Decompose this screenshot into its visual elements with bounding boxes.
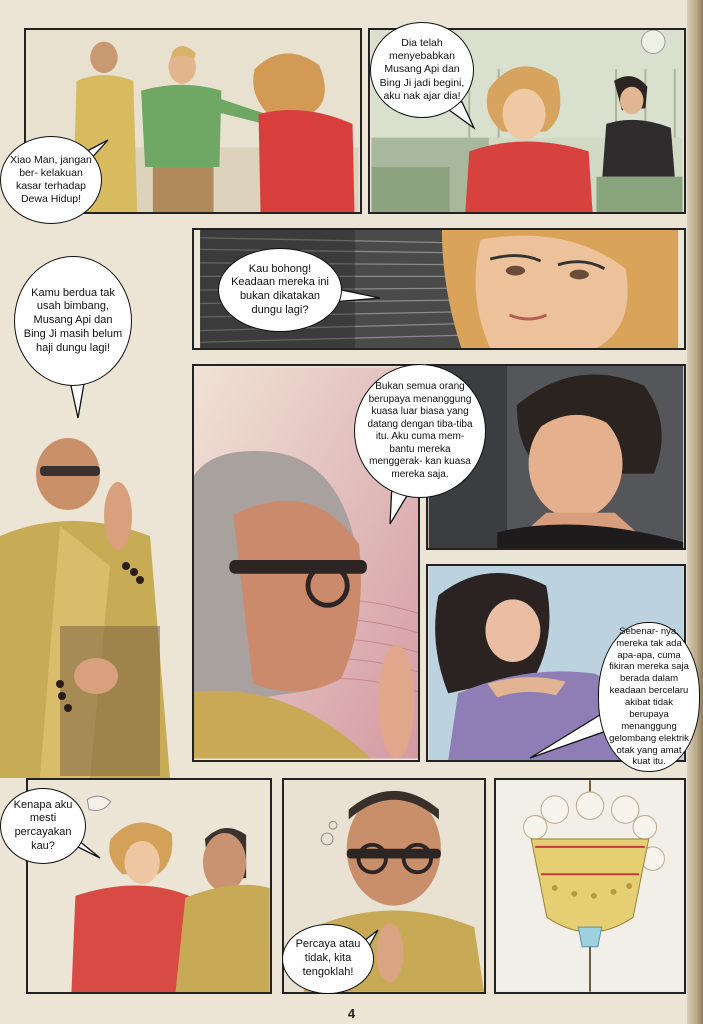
panel-4 <box>0 426 190 778</box>
speech-bubble: Kamu berdua tak usah bimbang, Musang Api dan Bing Ji masih belum haji dungu lagi! <box>14 256 132 386</box>
panel-10 <box>494 778 686 994</box>
speech-bubble: Kau bohong! Keadaan mereka ini bukan dikatakan dungu lagi? <box>218 248 342 332</box>
speech-bubble: Percaya atau tidak, kita tengoklah! <box>282 924 374 994</box>
page-edge <box>687 0 703 1024</box>
speech-bubble: Sebenar- nya, mereka tak ada apa-apa, cuma fikiran mereka saja berada dalam keadaan bercelaru akibat tidak berupaya menanggung gelombang elektrik otak yang amat kuat itu. <box>598 622 700 772</box>
panel-4-art <box>0 426 190 778</box>
speech-bubble: Kenapa aku mesti percayakan kau? <box>0 788 86 864</box>
speech-bubble: Bukan semua orang berupaya menanggung kuasa luar biasa yang datang dengan tiba-tiba itu. Aku cuma mem- bantu mereka menggerak- kan kuasa mereka saja. <box>354 364 486 498</box>
page-number: 4 <box>347 1006 356 1021</box>
speech-bubble: Xiao Man, jangan ber- kelakuan kasar terhadap Dewa Hidup! <box>0 136 102 224</box>
chandelier-art <box>496 780 684 992</box>
speech-bubble: Dia telah menyebabkan Musang Api dan Bing Ji jadi begini, aku nak ajar dia! <box>370 22 474 118</box>
